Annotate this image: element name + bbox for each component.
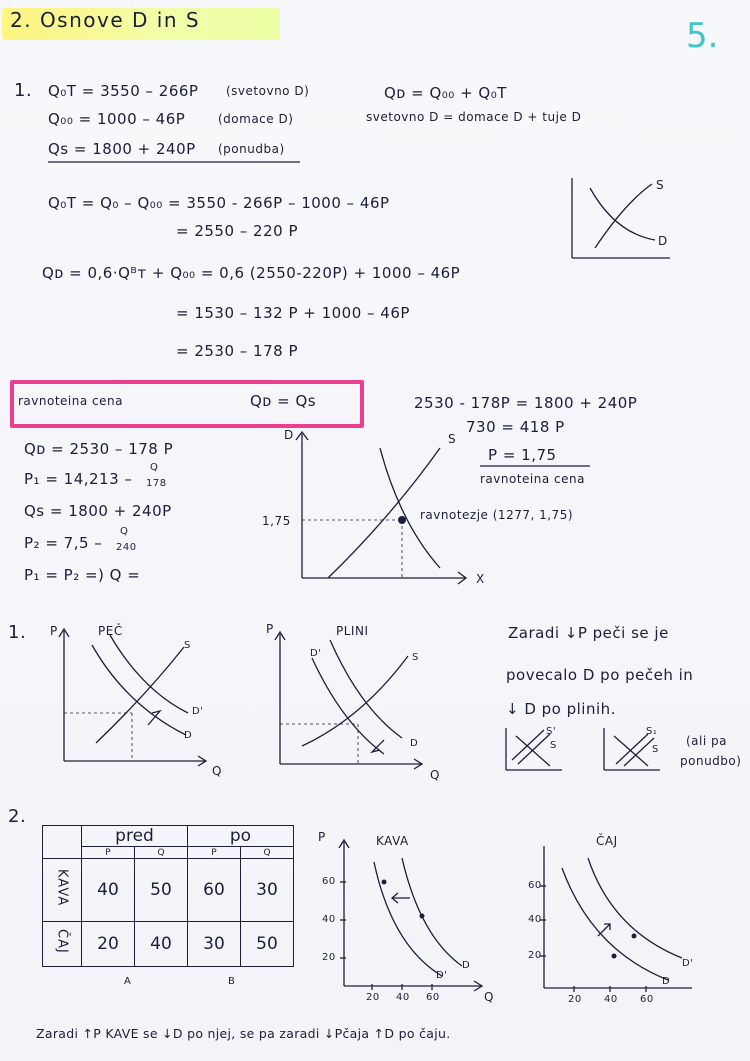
plini-d1-label: D': [310, 648, 322, 659]
explanation-line: ↓ D po plinih.: [506, 700, 616, 718]
conclusion: Zaradi ↑P KAVE se ↓D po njej, se pa zaradi ↓Pčaja ↑D po čaju.: [36, 1026, 451, 1041]
explanation-line: povecalo D po pečeh in: [506, 666, 694, 684]
mini-label: S: [550, 740, 557, 751]
solve-line: 730 = 418 P: [466, 418, 565, 436]
axis-x-label: X: [476, 572, 485, 586]
table-footnote: A: [124, 976, 132, 987]
equation-note: (svetovno D): [226, 84, 310, 98]
equilibrium-condition: Qᴅ = Qs: [250, 392, 317, 410]
equation-supply: Qs = 1800 + 240P: [48, 140, 196, 158]
pec-s-label: S: [184, 640, 191, 651]
fraction-num: Q: [150, 462, 159, 473]
equation-world-demand: Q₀T = 3550 – 266P: [48, 82, 199, 100]
plini-title: PLINI: [336, 624, 369, 638]
col-header: Q: [135, 847, 188, 859]
kava-title: KAVA: [376, 834, 409, 848]
row-label: ČAJ: [54, 929, 70, 954]
plini-graph: [272, 628, 462, 778]
kava-tick-x: 20: [366, 992, 380, 1003]
kava-tick-y: 40: [322, 914, 336, 925]
kava-x-label: Q: [484, 990, 494, 1004]
axis-y-label: D: [284, 428, 294, 442]
group-header: pred: [82, 826, 188, 847]
equation-note: (ponudba): [218, 142, 285, 156]
pec-d-label: D: [184, 730, 193, 741]
table-cell: 50: [135, 859, 188, 922]
solve-caption: ravnoteina cena: [480, 472, 585, 486]
kava-d-label: D: [462, 960, 471, 971]
caj-tick-y: 40: [528, 914, 542, 925]
demand-definition: svetovno D = domace D + tuje D: [366, 110, 582, 124]
table-row: [43, 922, 294, 967]
plini-x-label: Q: [430, 768, 440, 782]
table-cell: 30: [241, 859, 294, 922]
kava-tick-y: 20: [322, 952, 336, 963]
col-header: P: [82, 847, 135, 859]
explanation-note: ponudbo): [680, 754, 742, 768]
solve-result: P = 1,75: [488, 446, 557, 464]
caj-d1-label: D': [682, 958, 694, 969]
pec-x-label: Q: [212, 764, 222, 778]
fraction-den: 178: [146, 478, 167, 489]
kava-tick-x: 40: [396, 992, 410, 1003]
equation-note: (domace D): [218, 112, 294, 126]
table-cell: 20: [82, 922, 135, 967]
calc-line: Qᴅ = 0,6·Qᴮᴛ + Q₀₀ = 0,6 (2550-220P) + 1000 – 46P: [42, 264, 461, 282]
pec-y-label: P: [50, 624, 58, 638]
plini-s-label: S: [412, 652, 419, 663]
equilibrium-point-label: ravnotezje (1277, 1,75): [420, 508, 574, 522]
table-cell: 40: [82, 859, 135, 922]
price-tick: 1,75: [262, 514, 291, 528]
caj-tick-x: 40: [604, 994, 618, 1005]
table-row: [43, 859, 294, 922]
mini-label: S₁: [646, 726, 658, 737]
caj-graph: [532, 840, 712, 1010]
mini-label: S: [652, 744, 659, 755]
plini-y-label: P: [266, 622, 274, 636]
mini-d-label: D: [658, 234, 668, 248]
col-header: P: [188, 847, 241, 859]
table-cell: 50: [241, 922, 294, 967]
mini-s-label: S: [656, 178, 665, 192]
exercise-number: 2.: [8, 806, 27, 827]
inverse-demand: P₁ = 14,213 –: [24, 470, 133, 488]
calc-line: = 2550 – 220 P: [176, 222, 298, 240]
group-header: po: [188, 826, 294, 847]
supply-label: S: [448, 432, 457, 446]
caj-tick-y: 60: [528, 880, 542, 891]
table-footnote: B: [228, 976, 236, 987]
demand-eq: Qᴅ = 2530 – 178 P: [24, 440, 174, 458]
calc-line: = 1530 – 132 P + 1000 – 46P: [176, 304, 410, 322]
pec-d1-label: D': [192, 706, 204, 717]
calc-line: = 2530 – 178 P: [176, 342, 298, 360]
caj-tick-x: 20: [568, 994, 582, 1005]
caj-title: ČAJ: [596, 834, 618, 848]
exercise-number: 1.: [8, 622, 27, 643]
fraction-num: Q: [120, 526, 129, 537]
exercise-number: 1.: [14, 80, 33, 101]
mini-supply-shift-graph: [502, 726, 572, 776]
pec-graph: [56, 625, 246, 775]
caj-tick-y: 20: [528, 950, 542, 961]
caj-d-label: D: [662, 976, 671, 987]
explanation-note: (ali pa: [686, 734, 727, 748]
kava-tick-y: 60: [322, 876, 336, 887]
equilibrium-label: ravnoteina cena: [18, 394, 123, 408]
equation-total-demand: Qᴅ = Q₀₀ + Q₀T: [384, 84, 507, 102]
page-title: 2. Osnove D in S: [10, 8, 201, 32]
equality-line: P₁ = P₂ =) Q =: [24, 566, 141, 584]
solve-line: 2530 - 178P = 1800 + 240P: [414, 394, 638, 412]
row-label: KAVA: [54, 868, 70, 907]
kava-graph: [332, 836, 502, 1006]
table-cell: 40: [135, 922, 188, 967]
page-number: 5.: [686, 16, 719, 56]
calc-line: Q₀T = Q₀ – Q₀₀ = 3550 - 266P – 1000 – 46P: [48, 194, 390, 212]
mini-label: S': [546, 726, 557, 737]
supply-eq: Qs = 1800 + 240P: [24, 502, 172, 520]
pec-title: PEČ: [98, 624, 123, 638]
plini-d-label: D: [410, 738, 419, 749]
caj-tick-x: 60: [640, 994, 654, 1005]
kava-d1-label: D': [436, 970, 448, 981]
mini-supply-shift-graph: [600, 726, 670, 776]
kava-y-label: P: [318, 830, 326, 844]
price-quantity-table: [42, 825, 294, 967]
kava-tick-x: 60: [426, 992, 440, 1003]
table-cell: 60: [188, 859, 241, 922]
explanation-line: Zaradi ↓P peči se je: [508, 624, 669, 642]
inverse-supply: P₂ = 7,5 –: [24, 534, 103, 552]
table-cell: 30: [188, 922, 241, 967]
col-header: Q: [241, 847, 294, 859]
equation-domestic-demand: Q₀₀ = 1000 – 46P: [48, 110, 186, 128]
fraction-den: 240: [116, 542, 137, 553]
